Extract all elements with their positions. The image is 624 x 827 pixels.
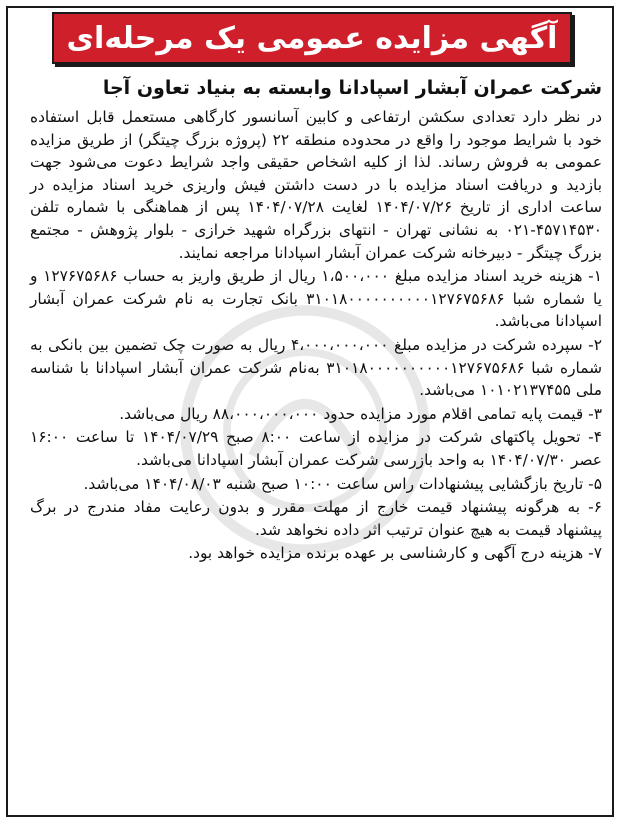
- condition-item-6: ۶- به هرگونه پیشنهاد قیمت خارج از مهلت مقرر و بدون رعایت مفاد مندرج در برگ پیشنهاد قیمت به هیچ عنوان ترتیب اثر داده نخواهد شد.: [30, 498, 602, 539]
- condition-item-5: ۵- تاریخ بازگشایی پیشنهادات راس ساعت ۱۰:۰۰ صبح شنبه ۱۴۰۴/۰۸/۰۳ می‌باشد.: [83, 474, 602, 493]
- condition-item-7: ۷- هزینه درج آگهی و کارشناسی بر عهده برنده مزایده خواهد بود.: [188, 544, 602, 563]
- title-banner: [52, 12, 572, 64]
- condition-item-2: ۲- سپرده شرکت در مزایده مبلغ ۴،۰۰۰،۰۰۰،۰۰۰ ریال به صورت چک تضمین بین بانکی به شماره شبا ۳۱۰۱۸۰۰۰۰۰۰۰۰۰۰۱۲۷۶۷۵۶۸۶ به‌نام شرکت عمران آبشار اسپادانا با شناسه ملی ۱۰۱۰۲۱۳۷۴۵۵ می‌باشد.: [30, 335, 602, 400]
- intro-paragraph: در نظر دارد تعدادی سکشن ارتفاعی و کابین آسانسور کارگاهی مستعمل قابل استفاده خود با شرایط موجود را واقع در محدوده منطقه ۲۲ (پروژه بزرگ چیتگر) از طریق مزایده عمومی به فروش رساند. لذا از کلیه اشخاص حقیقی واجد شرایط دعوت می‌شود جهت بازدید و دریافت اسناد مزایده با در دست داشتن فیش واریزی خرید اسناد مزایده در ساعت اداری از تاریخ ۱۴۰۴/۰۷/۲۶ لغایت ۱۴۰۴/۰۷/۲۸ پس از هماهنگی با شماره تلفن ۴۵۷۱۴۵۳۰-۰۲۱ به نشانی تهران - انتهای بزرگراه شهید خرازی - بلوار پژوهش - مجتمع بزرگ چیتگر - دبیرخانه شرکت عمران آبشار اسپادانا مراجعه نمایند.: [30, 108, 602, 262]
- company-heading: شرکت عمران آبشار اسپادانا وابسته به بنیاد تعاون آجا: [102, 77, 602, 99]
- condition-item-4: ۴- تحویل پاکتهای شرکت در مزایده از ساعت ۸:۰۰ صبح ۱۴۰۴/۰۷/۲۹ تا ساعت ۱۶:۰۰ عصر ۱۴۰۴/۰۷/۳۰ به واحد بازرسی شرکت عمران آبشار اسپادانا می‌باشد.: [30, 428, 602, 469]
- banner-title: آگهی مزایده عمومی یک مرحله‌ای: [66, 20, 558, 56]
- condition-item-3: ۳- قیمت پایه تمامی اقلام مورد مزایده حدود ۸۸،۰۰۰،۰۰۰،۰۰۰ ریال می‌باشد.: [119, 404, 602, 423]
- condition-item-1: ۱- هزینه خرید اسناد مزایده مبلغ ۱،۵۰۰،۰۰۰ ریال از طریق واریز به حساب ۱۲۷۶۷۵۶۸۶ و یا شماره شبا ۳۱۰۱۸۰۰۰۰۰۰۰۰۰۰۱۲۷۶۷۵۶۸۶ بانک تجارت به نام شرکت عمران آبشار اسپادانا می‌باشد.: [30, 267, 602, 331]
- notice-body: [30, 74, 602, 565]
